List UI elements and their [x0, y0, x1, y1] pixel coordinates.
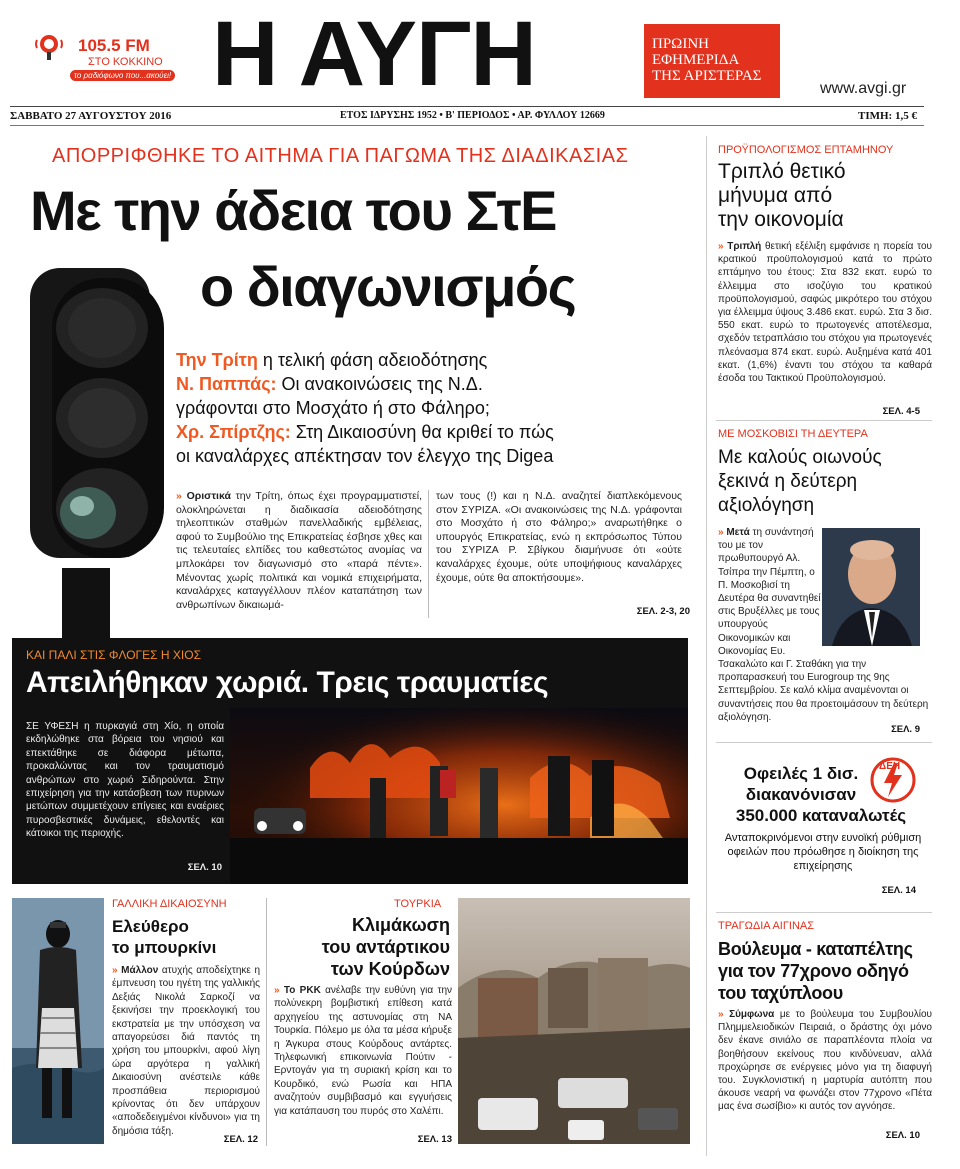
lead-page-ref[interactable]: ΣΕΛ. 2-3, 20: [636, 606, 690, 617]
budget-headline-line-3: την οικονομία: [718, 208, 844, 231]
arrow-icon: »: [718, 1009, 724, 1020]
moscovici-lead-word: Μετά: [726, 527, 750, 538]
bottom-divider: [266, 898, 267, 1146]
lead-body-col-2: [436, 490, 682, 585]
deck-1-text: η τελική φάση αδειοδότησης: [257, 350, 488, 370]
moscovici-headline-line-2: ξεκινά η δεύτερη: [718, 471, 858, 492]
budget-text: θετική εξέλιξη εμφάνισε η πορεία του κρατικού προϋπολογισμού κατά το πρώτο επτάμηνο του έτους: Στα 832 εκατ. ευρώ το έλλειμμα στο ισοζύγιο του κρατικού προϋπολογισμού, σαφώς μικρότερο του στόχου για έλλειμμα ύψους 3.486 εκατ. ευρώ. Στα 3 δισ. 550 εκατ. ευρώ το πρωτογενές αποτέλεσμα, σχεδόν τετραπλάσιο του στόχου για πρωτογενές πλεόνασμα 874 εκατ. ευρώ. Αυξημένα κατά 401 εκατ. (1,6%) έναντι του στόχου τα καθαρά έσοδα του Τακτικού Προϋπολογισμού.: [718, 241, 932, 385]
budget-headline[interactable]: [718, 160, 938, 232]
fire-photo: [230, 708, 688, 884]
website-link[interactable]: www.avgi.gr: [820, 80, 907, 97]
deck-1-highlight: Την Τρίτη: [176, 350, 258, 370]
deh-body: Ανταποκρινόμενοι στην ευνοϊκή ρύθμιση οφειλών που πρόωθησε η διοίκηση της επιχείρησης: [724, 832, 922, 872]
aegina-text: με το βούλευμα του Συμβουλίου Πλημμελειοδικών Πειραιά, ο δράστης όχι μόνο δεν έκανε σινιάλο σε παραπλέοντα πλοία να βοηθήσουν εκείνους που κινδύνευαν, αλλά προχώρησε σε ενέργειες μόνο για τη διαφυγή του. Συγκλονιστική η μαρτυρία αυτόπτη που άκουσε νεαρή να φωνάζει στον 77χρονο «Πέτα μας ένα σωσίβιο» κι αυτός τον αγνόησε.: [718, 1009, 932, 1113]
radio-mic-icon: [34, 32, 64, 62]
issue-price: ΤΙΜΗ: 1,5 €: [858, 110, 917, 122]
fire-kicker: ΚΑΙ ΠΑΛΙ ΣΤΙΣ ΦΛΟΓΕΣ Η ΧΙΟΣ: [26, 648, 201, 662]
budget-page-ref[interactable]: ΣΕΛ. 4-5: [882, 406, 920, 417]
lead-body-col-1: [176, 490, 422, 612]
turkey-headline-line-2: του αντάρτικου: [321, 937, 450, 957]
aegina-page-ref[interactable]: ΣΕΛ. 10: [885, 1130, 920, 1141]
lead-headline-line-2[interactable]: ο διαγωνισμός: [200, 255, 576, 318]
arrow-icon: »: [112, 965, 118, 976]
deh-headline-line-2: διακανόνισαν: [745, 785, 857, 804]
deh-headline-line-1: Οφειλές 1 δισ.: [743, 764, 859, 783]
turkey-kicker: ΤΟΥΡΚΙΑ: [394, 898, 442, 910]
burkini-text: ατυχής αποδείχτηκε η έμπνευση του ηγέτη της γαλλικής Δεξιάς Νικολά Σαρκοζί να ξεκινήσει την προεκλογική του εκστρατεία με την υπόσχεση να απαγορεύσει διά παντός τη χρήση του μπουρκίνι, αφού λίγη ώρα αργότερα η γαλλική Δικαιοσύνη ανέστειλε κάθε προσπάθεια περιορισμού κρίνοντας ότι δεν υπάρχουν «αποδεδειγμένοι κίνδυνοι» για τη δημόσια τάξη.: [112, 965, 261, 1137]
arrow-icon: »: [718, 527, 724, 538]
arrow-icon: »: [274, 985, 280, 996]
turkey-headline[interactable]: [274, 914, 450, 980]
moscovici-text: τη συνάντησή του με τον πρωθυπουργό Αλ. Τσίπρα την Πέμπτη, ο Π. Μοσκοβισί τη Δευτέρα θα συναντηθεί στις Βρυξέλλες με τους υπουργούς Οικονομικών και Οικονομίας Ευ. Τσακαλώτο και Γ. Σταθάκη για την προπαρασκευή του Eurogroup της 9ης Σεπτεμβρίου. Σε καλό κλίμα αναμένονται οι συναντήσεις που θα προετοιμάσουν τη δεύτερη αξιολόγηση.: [718, 527, 929, 723]
subtitle-line-2: ΕΦΗΜΕΡΙΔΑ: [652, 52, 740, 68]
lead-deck: [176, 348, 676, 468]
moscovici-kicker: ΜΕ ΜΟΣΚΟΒΙΣΙ ΤΗ ΔΕΥΤΕΡΑ: [718, 428, 868, 440]
deck-4-text: Στη Δικαιοσύνη θα κριθεί το πώς: [290, 422, 554, 442]
deck-3-text: γράφονται στο Μοσχάτο ή στο Φάληρο;: [176, 398, 490, 418]
moscovici-headline-line-1: Με καλούς οιωνούς: [718, 447, 882, 468]
subtitle-line-3: ΤΗΣ ΑΡΙΣΤΕΡΑΣ: [652, 68, 762, 84]
fire-body-text: ΣΕ ΥΦΕΣΗ η πυρκαγιά στη Χίο, η οποία εκδηλώθηκε στα βόρεια του νησιού και επεκτάθηκε σε διάφορα μέτωπα, προκαλώντας και τον τραυματισμό ανθρώπων στο χωριό Σιδηρούντα. Στην επιχείρηση για την κατάσβεση των πυρινων μετώπων συμμετέχουν επίγειες και εναέριες πυροσβεστικές δυνάμεις, εθελοντές και κάτοικοι της περιοχής.: [26, 721, 224, 840]
turkey-photo: [458, 898, 690, 1144]
turkey-headline-line-1: Κλιμάκωση: [351, 915, 450, 935]
aegina-headline-line-3: του ταχύπλοου: [718, 983, 843, 1003]
budget-body: [718, 240, 932, 385]
right-rule-2: [716, 912, 932, 913]
deh-headline[interactable]: [716, 763, 926, 826]
lead-column-divider: [428, 490, 429, 618]
burkini-headline[interactable]: [112, 916, 262, 958]
fire-headline[interactable]: Απειλήθηκαν χωριά. Τρεις τραυματίες: [26, 666, 549, 699]
turkey-text: ανέλαβε την ευθύνη για την πολύνεκρη βομβιστική επίθεση κατά αρχηγείου της αστυνομίας στη ΝΑ Τουρκία. Πόλεμο με όλα τα μέσα κήρυξε η Άγκυρα στους Κούρδους αντάρτες. Τηλεφωνική επικοινωνία Πούτιν - Ερντογάν για τη συριακή κρίση και το Κουρδικό, ενώ Ρωσία και ΗΠΑ αναζητούν συμβιβασμό και εγγυήσεις για κατάπαυση του πυρός στο Χαλέπι.: [274, 985, 453, 1117]
aegina-headline-line-1: Βούλευμα - καταπέλτης: [718, 939, 913, 959]
budget-headline-line-2: μήνυμα από: [718, 184, 833, 207]
turkey-body: [274, 984, 452, 1118]
subtitle-line-1: ΠΡΩΙΝΗ: [652, 36, 709, 52]
aegina-headline-line-2: για τον 77χρονο οδηγό: [718, 961, 909, 981]
burkini-headline-line-2: το μπουρκίνι: [112, 938, 217, 957]
moscovici-headline[interactable]: [718, 446, 938, 518]
deck-4-highlight: Χρ. Σπίρτζης:: [176, 422, 291, 442]
budget-lead-word: Τριπλή: [727, 241, 762, 252]
traffic-light-image: [18, 268, 168, 638]
right-rule-1: [716, 420, 932, 421]
newspaper-subtitle-box: [644, 24, 780, 98]
deck-2-highlight: Ν. Παππάς:: [176, 374, 277, 394]
masthead-rule-top: [10, 106, 924, 107]
masthead-rule-bottom: [10, 125, 924, 126]
lead-headline-line-1[interactable]: Με την άδεια του ΣτΕ: [30, 179, 556, 242]
radio-frequency: 105.5 FM: [78, 36, 150, 55]
moscovici-body: [718, 526, 932, 724]
issue-info: ΕΤΟΣ ΙΔΡΥΣΗΣ 1952 • Β' ΠΕΡΙΟΔΟΣ • ΑΡ. ΦΥΛΛΟΥ 12669: [340, 110, 605, 121]
turkey-headline-line-3: των Κούρδων: [330, 959, 450, 979]
burkini-body: [112, 964, 260, 1138]
newspaper-title: Η ΑΥΓΗ: [212, 3, 536, 105]
aegina-body: [718, 1008, 932, 1114]
burkini-kicker: ΓΑΛΛΙΚΗ ΔΙΚΑΙΟΣΥΝΗ: [112, 898, 227, 910]
burkini-photo: [12, 898, 104, 1144]
burkini-headline-line-1: Ελεύθερο: [112, 917, 189, 936]
lead-col1-text: την Τρίτη, όπως έχει προγραμματιστεί, ολοκληρώνεται η διαδικασία αδειοδότησης τηλεοπτικών σταθμών πανελλαδικής εμβέλειας, αφού το Συμβούλιο της Επικρατείας έσβησε χθες και τις τελευταίες ελπίδες του καθεστώτος ανομίας να μπλοκάρει τον διαγωνισμό στο «παρά πέντε». Μένοντας χωρίς πολιτικά και νομικά επιχειρήματα, καναλάρχες καταγγέλλουν πλέον καταπάτηση των ανθρωπίνων δικαιωμά-: [176, 490, 422, 611]
turkey-page-ref[interactable]: ΣΕΛ. 13: [417, 1134, 452, 1145]
radio-name: ΣΤΟ ΚΟΚΚΙΝΟ: [88, 56, 163, 68]
aegina-lead-word: Σύμφωνα: [729, 1009, 775, 1020]
deh-box: [716, 742, 932, 906]
deh-page-ref[interactable]: ΣΕΛ. 14: [881, 885, 916, 896]
aegina-kicker: ΤΡΑΓΩΔΙΑ ΑΙΓΙΝΑΣ: [718, 920, 815, 932]
issue-date: ΣΑΒΒΑΤΟ 27 ΑΥΓΟΥΣΤΟΥ 2016: [10, 110, 172, 122]
deh-headline-line-3: 350.000 καταναλωτές: [735, 806, 907, 825]
fire-page-ref[interactable]: ΣΕΛ. 10: [187, 862, 222, 873]
deh-logo-text: ΔΕΗ: [879, 761, 901, 772]
deck-2-text: Οι ανακοινώσεις της Ν.Δ.: [276, 374, 483, 394]
moscovici-page-ref[interactable]: ΣΕΛ. 9: [891, 724, 920, 735]
budget-headline-line-1: Τριπλό θετικό: [718, 160, 846, 183]
right-column-divider: [706, 136, 707, 1156]
turkey-lead-word: Το ΡΚΚ: [283, 985, 321, 996]
burkini-page-ref[interactable]: ΣΕΛ. 12: [223, 1134, 258, 1145]
arrow-icon: »: [176, 490, 182, 502]
budget-kicker: ΠΡΟΫΠΟΛΟΓΙΣΜΟΣ ΕΠΤΑΜΗΝΟΥ: [718, 144, 894, 156]
lead-kicker: ΑΠΟΡΡΙΦΘΗΚΕ ΤΟ ΑΙΤΗΜΑ ΓΙΑ ΠΑΓΩΜΑ ΤΗΣ ΔΙΑΔΙΚΑΣΙΑΣ: [52, 145, 629, 167]
burkini-lead-word: Μάλλον: [121, 965, 159, 976]
lead-col2-text: των τους (!) και η Ν.Δ. αναζητεί διαπλεκόμενους στον ΣΥΡΙΖΑ. «Οι ανακοινώσεις της Ν.Δ. γράφονται στο Μοσχάτο ή στο Φάληρο;» αναρωτήθηκε ο υπουργός Επικρατείας, ενώ η εκπρόσωπος Τύπου του ΣΥΡΙΖΑ Ρ. Σβίγκου διαμήνυσε ότι «ούτε καναλάρχες έχουμε, ούτε υποψήφιους καναλάρχες έχουμε, ούτε θα αποκτήσουμε».: [436, 490, 682, 584]
moscovici-headline-line-3: αξιολόγηση: [718, 495, 815, 516]
deck-5-text: οι καναλάρχες απέκτησαν τον έλεγχο της Digea: [176, 446, 554, 466]
lead-lead-word: Οριστικά: [186, 490, 231, 502]
radio-logo[interactable]: [28, 28, 178, 84]
aegina-headline[interactable]: [718, 938, 938, 1004]
radio-tagline: το ραδιόφωνο που...ακούει!: [70, 70, 175, 81]
fire-story-box: [12, 638, 688, 884]
arrow-icon: »: [718, 241, 724, 252]
